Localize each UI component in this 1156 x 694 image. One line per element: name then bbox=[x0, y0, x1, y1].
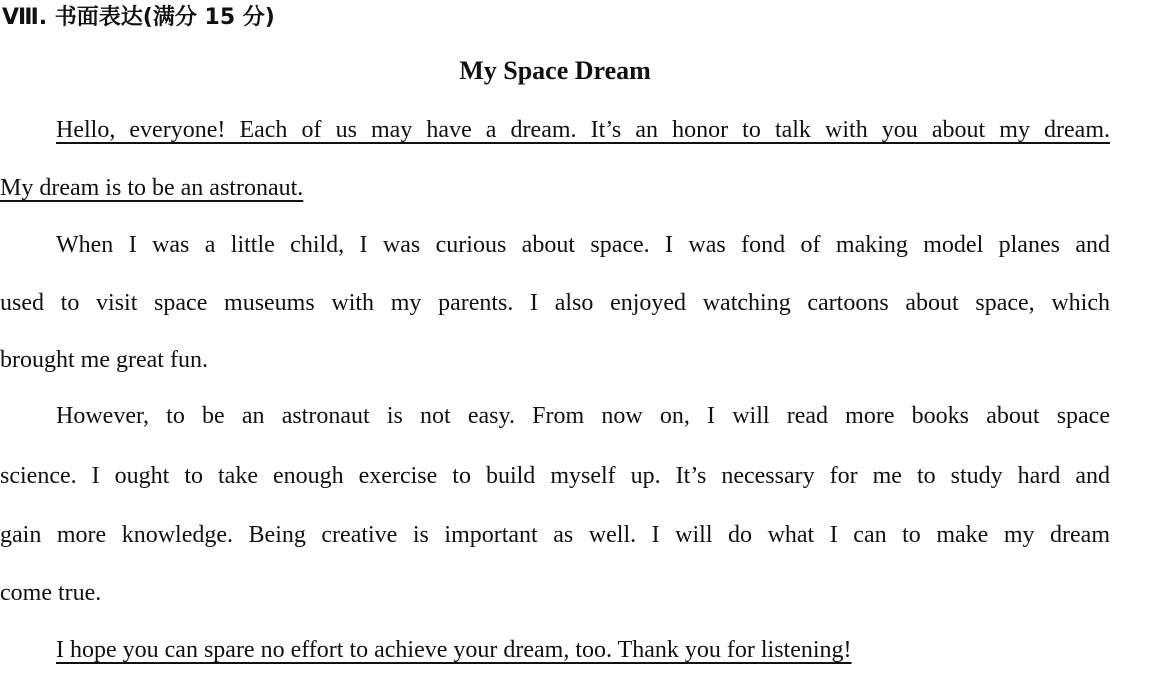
essay-line: My dream is to be an astronaut. bbox=[0, 175, 304, 201]
essay-title: My Space Dream bbox=[459, 56, 651, 85]
essay-line: Hello, everyone! Each of us may have a dream. It’s an honor to talk with you about my dream. bbox=[56, 117, 1110, 143]
essay-line: However, to be an astronaut is not easy. From now on, I will read more books about space bbox=[56, 403, 1110, 429]
essay-line: used to visit space museums with my parents. I also enjoyed watching cartoons about space, which bbox=[0, 290, 1110, 316]
essay-line: When I was a little child, I was curious about space. I was fond of making model planes and bbox=[56, 232, 1110, 258]
essay-line: brought me great fun. bbox=[0, 347, 208, 373]
essay-line: gain more knowledge. Being creative is important as well. I will do what I can to make my dream bbox=[0, 522, 1110, 548]
essay-line: science. I ought to take enough exercise to build myself up. It’s necessary for me to study hard and bbox=[0, 463, 1110, 489]
essay-line: I hope you can spare no effort to achieve your dream, too. Thank you for listening! bbox=[56, 637, 852, 663]
essay-line: come true. bbox=[0, 580, 102, 606]
section-heading: Ⅷ. 书面表达(满分 15 分) bbox=[2, 5, 275, 30]
